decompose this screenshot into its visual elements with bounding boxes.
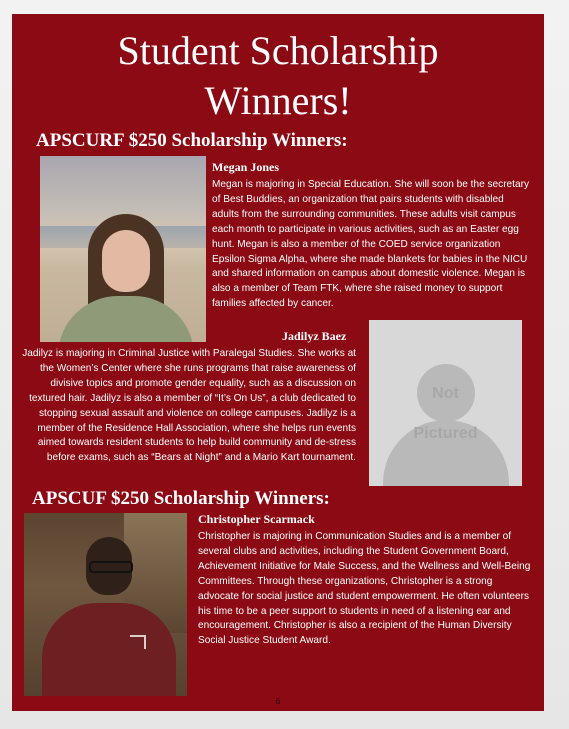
winner-bio-jadilyz: Jadilyz is majoring in Criminal Justice with Paralegal Studies. She works at the Women’s Center where she runs programs that raise awareness of divisive topics and promote gender equality, such as a discussion on textured hair. Jadilyz is also a member of “It’s On Us”, a club dedicated to stopping sexual assault and violence on college campuses. Jadilyz is a member of the Residence Hall Association, where she helps run events aimed towards resident students to help build community and de-stress before exams, such as “Bears at Night” and a Mario Kart tournament. <box>22 348 356 464</box>
winner-name-jadilyz: Jadilyz Baez <box>282 329 347 343</box>
page-title-line-2: Winners! <box>204 78 352 123</box>
winner-bio-megan: Megan is majoring in Special Education. She will soon be the secretary of Best Buddies, an organization that pairs students with disabled adults from the surrounding communities. These adults visit campus each month to participate in various activities, such as an Easter egg hunt. Megan is also a member of the COED service organization Epsilon Sigma Alpha, where she made blankets for babies in the NICU and shared information on campus about domestic violence. Megan is also a member of Team FTK, where she raised money to support families affected by cancer. <box>212 179 530 310</box>
placeholder-text-pictured: Pictured <box>413 425 478 442</box>
section-heading-apscurf: APSCURF $250 Scholarship Winners: <box>36 130 348 151</box>
photo-shirt <box>58 296 194 342</box>
photo-face <box>102 230 150 292</box>
page-number: 6 <box>275 697 281 706</box>
photo-glasses <box>89 561 133 573</box>
winner-name-megan: Megan Jones <box>212 160 279 174</box>
winner-name-christopher: Christopher Scarmack <box>198 512 315 526</box>
section-heading-apscuf: APSCUF $250 Scholarship Winners: <box>32 488 330 509</box>
not-pictured-placeholder <box>369 320 522 486</box>
newsletter-page <box>12 14 544 711</box>
photo-shirt <box>42 603 176 696</box>
photo-shirt-logo <box>130 635 146 649</box>
photo-christopher-scarmack <box>24 513 187 696</box>
page-title-line-1: Student Scholarship <box>117 28 439 73</box>
photo-megan-jones <box>40 156 206 342</box>
winner-bio-christopher: Christopher is majoring in Communication Studies and is a member of several clubs and activities, including the Student Government Board, Achievement Initiative for Male Success, and the Wellness and Well-Being Committees. Through these organizations, Christopher is a strong advocate for social justice and student empowerment. He often volunteers his time to be a peer support to students in need of a listening ear and encouragement. Christopher is also a recipient of the Human Diversity Social Justice Student Award. <box>198 531 531 647</box>
placeholder-text-not: Not <box>432 385 459 402</box>
